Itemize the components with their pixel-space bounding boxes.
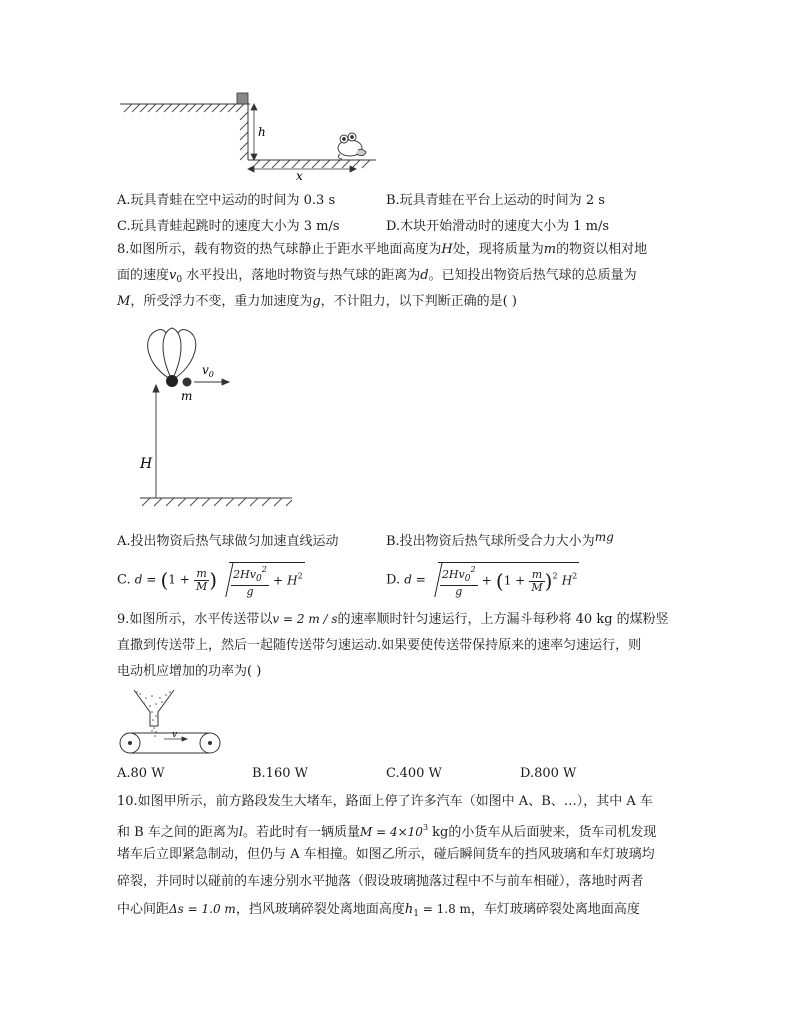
hopper [134,690,174,726]
q8-stem-line3: M，所受浮力不变，重力加速度为g，不计阻力，以下判断正确的是( ) [117,294,517,309]
height-label: h [258,125,266,139]
q10-stem-line3: 堵车后立即紧急制动，但仍与 A 车相撞。如图乙所示，碰后瞬间货车的挡风玻璃和车灯玻璃均 [117,847,655,862]
ground-hatch-2 [142,498,292,506]
height-arrow [251,104,257,160]
q7-option-d: D.木块开始滑动时的速度大小为 1 m/s [386,219,610,234]
q8-option-b: B.投出物资后热气球所受合力大小为mg [386,530,614,549]
height-arrow-H [153,385,159,498]
conveyor-figure [116,686,226,756]
q7-option-a: A.玩具青蛙在空中运动的时间为 0.3 s [117,193,336,208]
ground-hatch [124,104,370,168]
height-label-H: H [140,456,153,472]
q10-stem-line4: 碎裂，并同时以碰前的车速分别水平抛落（假设玻璃抛落过程中不与前车相碰），落地时两者 [117,874,644,889]
q8-option-a: A.投出物资后热气球做匀加速直线运动 [117,534,339,549]
velocity-label: $v_0$ [202,363,214,379]
toy-frog-icon [338,133,366,159]
q10-stem-line2: 和 B 车之间的距离为l。若此时有一辆质量$M = 4\times 10^3$ kg的小货车从后面驶来，货车司机发现 [117,823,657,840]
belt [120,733,220,753]
belt-velocity-label: v [172,730,178,740]
velocity-arrow [194,379,229,385]
q10-stem-line1: 10.如图甲所示，前方路段发生大堵车，路面上停了许多汽车（如图中 A、B、…），其中 A 车 [117,794,653,809]
q9-option-c: C.400 W [386,766,442,781]
q7-option-b: B.玩具青蛙在平台上运动的时间为 2 s [386,193,605,208]
wood-block [237,93,248,104]
q10-stem-line5: 中心间距Δs = 1.0 m，挡风玻璃碎裂处离地面高度$h_1 = 1.8$ m，车灯玻璃碎裂处离地面高度 [117,902,640,919]
cargo-mass [183,378,192,387]
q8-stem-line1: 8.如图所示，载有物资的热气球静止于距水平地面高度为H处，现将质量为m的物资以相对地 [117,242,648,257]
distance-label: x [296,169,303,182]
platform-figure [118,90,380,182]
q8-stem-line2: 面的速度$v_0$ 水平投出，落地时物资与热气球的距离为d。已知投出物资后热气球的总质量为 [117,268,637,285]
q7-option-c: C.玩具青蛙起跳时的速度大小为 3 m/s [117,219,340,234]
q8-option-c: C. d = (1 + $\frac{m}{M}$ ) $\frac{2Hv_0^2}{g}$ + $H^2$ [117,562,305,598]
balloon-figure [126,326,296,508]
q9-option-d: D.800 W [520,766,577,781]
mass-label: m [181,389,193,403]
q8-option-d: D. d = $\frac{2Hv_0^2}{g}$ + (1 + $\frac{m}{M}$ )$^2$ $H^2$ [386,562,579,598]
q9-stem-line2: 直撒到传送带上，然后一起随传送带匀速运动.如果要使传送带保持原来的速率匀速运行，则 [117,638,642,653]
balloon-basket [166,375,178,387]
balloon-envelope [148,328,196,380]
q9-stem-line3: 电动机应增加的功率为( ) [117,664,262,679]
q9-option-b: B.160 W [252,766,308,781]
q9-option-a: A.80 W [117,766,165,781]
q9-stem-line1: 9.如图所示，水平传送带以v = 2 m / s的速率顺时针匀速运行，上方漏斗每秒将 40 kg 的煤粉竖 [117,612,669,627]
